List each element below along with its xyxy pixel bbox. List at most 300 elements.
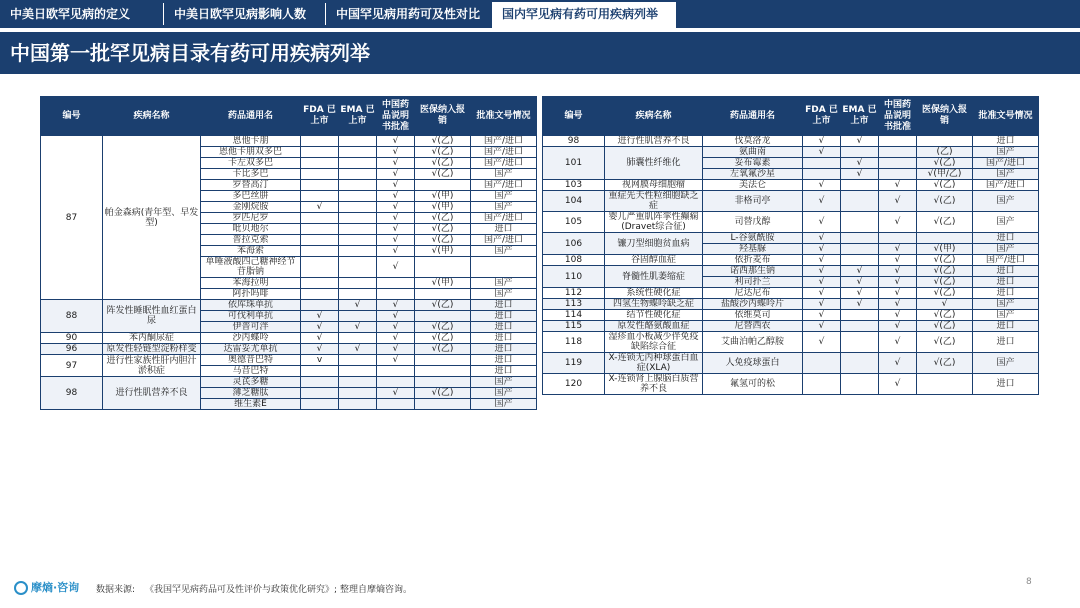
approval-type-cell: 进口 xyxy=(973,321,1039,332)
fda-cell xyxy=(301,169,339,180)
china-approval-cell xyxy=(879,169,917,180)
china-approval-cell: √ xyxy=(377,147,415,158)
insurance-cell: √(乙) xyxy=(415,136,471,147)
insurance-cell xyxy=(917,233,973,244)
disease-group xyxy=(543,353,1039,374)
ema-cell xyxy=(339,311,377,322)
disease-group xyxy=(41,355,537,377)
approval-type-cell: 进口 xyxy=(973,266,1039,277)
insurance-cell: √(甲) xyxy=(415,278,471,289)
fda-cell xyxy=(301,399,339,410)
approval-type-cell: 进口 xyxy=(471,333,537,344)
approval-type-cell: 进口 xyxy=(973,332,1039,353)
disease-number-cell: 105 xyxy=(543,212,605,233)
insurance-cell: √(乙) xyxy=(415,147,471,158)
china-approval-cell: √ xyxy=(377,191,415,202)
approval-type-cell: 进口 xyxy=(973,233,1039,244)
ema-cell: √ xyxy=(841,299,879,310)
ema-cell: √ xyxy=(339,322,377,333)
drug-name-cell: 伐莫洛龙 xyxy=(703,136,803,147)
table-row xyxy=(41,355,537,366)
disease-name-cell: 视网膜母细胞瘤 xyxy=(605,180,703,191)
drug-name-cell: 司替戊醇 xyxy=(703,212,803,233)
disease-name-cell: 进行性肌营养不良 xyxy=(605,136,703,147)
china-approval-cell: √ xyxy=(377,213,415,224)
disease-name-cell: 原发性轻链型淀粉样变 xyxy=(103,344,201,355)
page-title: 中国第一批罕见病目录有药可用疾病列举 xyxy=(10,41,370,65)
drug-name-cell: 可伐利单抗 xyxy=(201,311,301,322)
drug-name-cell: 薄芝糖肽 xyxy=(201,388,301,399)
insurance-cell: √ xyxy=(917,299,973,310)
header-approval-type: 批准文号情况 xyxy=(471,97,537,136)
ema-cell xyxy=(841,233,879,244)
fda-cell: √ xyxy=(803,244,841,255)
drug-name-cell: 卡左双多巴 xyxy=(201,158,301,169)
drug-name-cell: 多巴丝肼 xyxy=(201,191,301,202)
insurance-cell: √(乙) xyxy=(415,158,471,169)
tab-affected-population[interactable]: 中美日欧罕见病影响人数 xyxy=(174,7,307,21)
china-approval-cell: √ xyxy=(879,310,917,321)
ema-cell xyxy=(339,235,377,246)
drug-name-cell: 盐酸沙丙蝶呤片 xyxy=(703,299,803,310)
ema-cell xyxy=(339,377,377,388)
ema-cell xyxy=(339,399,377,410)
insurance-cell xyxy=(415,355,471,366)
disease-number-cell: 108 xyxy=(543,255,605,266)
fda-cell: √ xyxy=(803,180,841,191)
china-approval-cell xyxy=(879,158,917,169)
approval-type-cell: 国产/进口 xyxy=(973,180,1039,191)
fda-cell xyxy=(301,377,339,388)
insurance-cell xyxy=(415,311,471,322)
approval-type-cell: 国产 xyxy=(973,310,1039,321)
insurance-cell xyxy=(415,257,471,278)
table-row xyxy=(543,191,1039,212)
header-drug: 药品通用名 xyxy=(703,97,803,136)
ema-cell xyxy=(339,333,377,344)
insurance-cell xyxy=(415,377,471,388)
insurance-cell: √(乙) xyxy=(415,213,471,224)
disease-group xyxy=(543,191,1039,212)
header-row xyxy=(543,97,1039,136)
drug-name-cell: 奥德昔巴特 xyxy=(201,355,301,366)
insurance-cell: √(乙) xyxy=(415,322,471,333)
china-approval-cell: √ xyxy=(377,300,415,311)
ema-cell xyxy=(841,353,879,374)
ema-cell xyxy=(339,191,377,202)
drug-name-cell: 达雷妥尤单抗 xyxy=(201,344,301,355)
disease-name-cell: X-连锁肾上腺脑白质营养不良 xyxy=(605,374,703,395)
china-approval-cell: √ xyxy=(879,374,917,395)
fda-cell xyxy=(803,158,841,169)
fda-cell: √ xyxy=(301,333,339,344)
china-approval-cell: √ xyxy=(879,353,917,374)
table-row xyxy=(41,300,537,311)
disease-group xyxy=(543,310,1039,321)
approval-type-cell: 国产 xyxy=(471,399,537,410)
approval-type-cell: 进口 xyxy=(471,224,537,235)
insurance-cell: √(乙) xyxy=(917,158,973,169)
brand-logo xyxy=(14,580,79,596)
fda-cell: √ xyxy=(803,255,841,266)
header-insurance: 医保纳入报销 xyxy=(917,97,973,136)
insurance-cell xyxy=(415,289,471,300)
china-approval-cell: √ xyxy=(879,191,917,212)
header-approval-type: 批准文号情况 xyxy=(973,97,1039,136)
fda-cell: √ xyxy=(301,344,339,355)
approval-type-cell: 国产 xyxy=(973,147,1039,158)
right-drug-table xyxy=(542,96,1039,395)
approval-type-cell: 进口 xyxy=(471,344,537,355)
approval-type-cell: 国产 xyxy=(471,377,537,388)
header-ema: EMA 已上市 xyxy=(339,97,377,136)
ema-cell xyxy=(339,246,377,257)
drug-name-cell: 艾曲泊帕乙醇胺 xyxy=(703,332,803,353)
insurance-cell xyxy=(415,399,471,410)
table-row xyxy=(543,266,1039,277)
data-source-text: 《我国罕见病药品可及性评价与政策优化研究》; 整理自摩熵咨询。 xyxy=(145,585,412,595)
approval-type-cell: 国产/进口 xyxy=(471,235,537,246)
china-approval-cell: √ xyxy=(377,202,415,213)
approval-type-cell: 进口 xyxy=(973,374,1039,395)
fda-cell: √ xyxy=(803,191,841,212)
fda-cell xyxy=(301,246,339,257)
drug-name-cell: 恩他卡朋 xyxy=(201,136,301,147)
china-approval-cell xyxy=(879,136,917,147)
china-approval-cell: √ xyxy=(377,158,415,169)
header-drug: 药品通用名 xyxy=(201,97,301,136)
drug-name-cell: 吡贝地尔 xyxy=(201,224,301,235)
drug-name-cell: 诺西那生钠 xyxy=(703,266,803,277)
disease-group xyxy=(41,300,537,333)
ema-cell xyxy=(339,355,377,366)
header-fda: FDA 已上市 xyxy=(803,97,841,136)
drug-name-cell: 罗替高汀 xyxy=(201,180,301,191)
ema-cell xyxy=(841,332,879,353)
disease-name-cell: 系统性硬化症 xyxy=(605,288,703,299)
disease-name-cell: 结节性硬化症 xyxy=(605,310,703,321)
drug-name-cell: 灵芪多糖 xyxy=(201,377,301,388)
fda-cell: √ xyxy=(803,266,841,277)
china-approval-cell xyxy=(377,399,415,410)
disease-name-cell: 镰刀型细胞贫血病 xyxy=(605,233,703,255)
china-approval-cell xyxy=(377,278,415,289)
approval-type-cell: 国产 xyxy=(471,278,537,289)
disease-group xyxy=(543,147,1039,180)
data-source xyxy=(96,582,412,595)
insurance-cell: √(乙) xyxy=(415,235,471,246)
disease-name-cell: 脊髓性肌萎缩症 xyxy=(605,266,703,288)
china-approval-cell xyxy=(879,147,917,158)
china-approval-cell: √ xyxy=(879,332,917,353)
approval-type-cell: 国产 xyxy=(973,299,1039,310)
disease-number-cell: 87 xyxy=(41,136,103,300)
drug-name-cell: 氨曲南 xyxy=(703,147,803,158)
approval-type-cell: 进口 xyxy=(471,355,537,366)
fda-cell xyxy=(301,257,339,278)
fda-cell: √ xyxy=(803,310,841,321)
china-approval-cell: √ xyxy=(377,355,415,366)
drug-name-cell: 金刚烷胺 xyxy=(201,202,301,213)
table-row xyxy=(543,288,1039,299)
ema-cell xyxy=(339,158,377,169)
approval-type-cell: 进口 xyxy=(973,277,1039,288)
disease-number-cell: 90 xyxy=(41,333,103,344)
header-disease: 疾病名称 xyxy=(605,97,703,136)
china-approval-cell: √ xyxy=(879,266,917,277)
table-row xyxy=(543,299,1039,310)
drug-name-cell: 苯海索 xyxy=(201,246,301,257)
table-row xyxy=(41,136,537,147)
disease-group xyxy=(543,288,1039,299)
fda-cell: √ xyxy=(803,299,841,310)
fda-cell xyxy=(301,136,339,147)
china-approval-cell: √ xyxy=(377,257,415,278)
insurance-cell: √(乙) xyxy=(917,321,973,332)
insurance-cell: √(甲) xyxy=(917,244,973,255)
fda-cell xyxy=(301,278,339,289)
china-approval-cell: √ xyxy=(377,180,415,191)
table-row xyxy=(543,374,1039,395)
right-table-container xyxy=(542,96,1039,395)
title-bar xyxy=(0,32,1080,74)
insurance-cell: √(乙) xyxy=(415,344,471,355)
ema-cell xyxy=(841,374,879,395)
approval-type-cell: 国产 xyxy=(471,388,537,399)
drug-name-cell: 左氧氟沙星 xyxy=(703,169,803,180)
insurance-cell: √(乙) xyxy=(917,266,973,277)
fda-cell xyxy=(301,147,339,158)
ema-cell: √ xyxy=(841,169,879,180)
left-table-container xyxy=(40,96,537,410)
disease-name-cell: 苯丙酮尿症 xyxy=(103,333,201,344)
disease-name-cell: 肺囊性纤维化 xyxy=(605,147,703,180)
fda-cell xyxy=(803,374,841,395)
ema-cell xyxy=(339,257,377,278)
insurance-cell: √(甲) xyxy=(415,202,471,213)
header-china-approval: 中国药品说明书批准 xyxy=(879,97,917,136)
approval-type-cell: 国产/进口 xyxy=(973,158,1039,169)
fda-cell xyxy=(803,353,841,374)
drug-name-cell: 罗匹尼罗 xyxy=(201,213,301,224)
disease-name-cell: 原发性酪氨酸血症 xyxy=(605,321,703,332)
insurance-cell: √(乙) xyxy=(415,388,471,399)
drug-name-cell: 妥布霉素 xyxy=(703,158,803,169)
drug-name-cell: 苯海拉明 xyxy=(201,278,301,289)
disease-name-cell: X-连锁无丙种球蛋白血症(XLA) xyxy=(605,353,703,374)
approval-type-cell: 国产/进口 xyxy=(471,158,537,169)
disease-group xyxy=(41,333,537,344)
china-approval-cell: √ xyxy=(377,136,415,147)
ema-cell xyxy=(841,191,879,212)
approval-type-cell: 国产 xyxy=(973,353,1039,374)
fda-cell xyxy=(301,366,339,377)
brand-logo-icon xyxy=(14,581,28,595)
drug-name-cell: 美法仑 xyxy=(703,180,803,191)
fda-cell: √ xyxy=(301,311,339,322)
ema-cell xyxy=(339,388,377,399)
china-approval-cell: √ xyxy=(377,169,415,180)
ema-cell xyxy=(841,147,879,158)
china-approval-cell: √ xyxy=(879,321,917,332)
disease-number-cell: 104 xyxy=(543,191,605,212)
ema-cell: √ xyxy=(339,300,377,311)
china-approval-cell: √ xyxy=(377,235,415,246)
drug-name-cell: L-谷氨酰胺 xyxy=(703,233,803,244)
ema-cell xyxy=(841,244,879,255)
header-number: 编号 xyxy=(543,97,605,136)
insurance-cell xyxy=(917,136,973,147)
table-header xyxy=(543,97,1039,136)
china-approval-cell xyxy=(377,366,415,377)
disease-number-cell: 110 xyxy=(543,266,605,288)
ema-cell xyxy=(841,310,879,321)
table-row xyxy=(543,310,1039,321)
approval-type-cell: 国产/进口 xyxy=(973,255,1039,266)
china-approval-cell: √ xyxy=(377,224,415,235)
fda-cell xyxy=(301,158,339,169)
drug-name-cell: 人免疫球蛋白 xyxy=(703,353,803,374)
insurance-cell: √(甲) xyxy=(415,246,471,257)
drug-name-cell: 单唾液酸四己糖神经节苷脂钠 xyxy=(201,257,301,278)
insurance-cell: √(乙) xyxy=(415,333,471,344)
china-approval-cell: √ xyxy=(377,333,415,344)
china-approval-cell: √ xyxy=(879,255,917,266)
disease-group xyxy=(41,377,537,410)
disease-name-cell: 阵发性睡眠性血红蛋白尿 xyxy=(103,300,201,333)
disease-group xyxy=(543,266,1039,288)
drug-name-cell: 恩他卡朋双多巴 xyxy=(201,147,301,158)
insurance-cell: √(乙) xyxy=(917,332,973,353)
table-row xyxy=(41,333,537,344)
disease-name-cell: 帕金森病(青年型、早发型) xyxy=(103,136,201,300)
insurance-cell: √(乙) xyxy=(917,353,973,374)
header-insurance: 医保纳入报销 xyxy=(415,97,471,136)
table-header xyxy=(41,97,537,136)
disease-number-cell: 88 xyxy=(41,300,103,333)
approval-type-cell: 进口 xyxy=(973,288,1039,299)
drug-name-cell: 马昔巴特 xyxy=(201,366,301,377)
fda-cell: √ xyxy=(803,136,841,147)
fda-cell: v xyxy=(301,355,339,366)
disease-number-cell: 112 xyxy=(543,288,605,299)
disease-name-cell: 湿疹血小板减少伴免疫缺陷综合征 xyxy=(605,332,703,353)
ema-cell xyxy=(339,366,377,377)
approval-type-cell xyxy=(471,257,537,278)
fda-cell: √ xyxy=(803,233,841,244)
ema-cell xyxy=(841,321,879,332)
ema-cell xyxy=(841,212,879,233)
insurance-cell: √(乙) xyxy=(917,212,973,233)
fda-cell xyxy=(301,300,339,311)
table-row xyxy=(543,212,1039,233)
disease-name-cell: 进行性家族性肝内胆汁淤积症 xyxy=(103,355,201,377)
disease-number-cell: 118 xyxy=(543,332,605,353)
disease-number-cell: 119 xyxy=(543,353,605,374)
ema-cell xyxy=(339,136,377,147)
disease-number-cell: 106 xyxy=(543,233,605,255)
approval-type-cell: 进口 xyxy=(471,311,537,322)
disease-name-cell: 谷固醇血症 xyxy=(605,255,703,266)
insurance-cell: √(乙) xyxy=(917,288,973,299)
approval-type-cell: 国产/进口 xyxy=(471,213,537,224)
approval-type-cell: 国产/进口 xyxy=(471,136,537,147)
fda-cell xyxy=(301,235,339,246)
approval-type-cell: 国产 xyxy=(973,169,1039,180)
ema-cell xyxy=(339,169,377,180)
fda-cell xyxy=(803,169,841,180)
china-approval-cell xyxy=(879,233,917,244)
disease-group xyxy=(543,374,1039,395)
drug-name-cell: 依维莫司 xyxy=(703,310,803,321)
approval-type-cell: 国产/进口 xyxy=(471,180,537,191)
china-approval-cell: √ xyxy=(377,388,415,399)
header-disease: 疾病名称 xyxy=(103,97,201,136)
approval-type-cell: 国产 xyxy=(471,169,537,180)
tab-drug-accessibility[interactable]: 中国罕见病用药可及性对比 xyxy=(336,7,481,21)
drug-name-cell: 卡比多巴 xyxy=(201,169,301,180)
disease-group xyxy=(543,136,1039,147)
disease-name-cell: 婴儿严重肌阵挛性癫痫(Dravet综合征) xyxy=(605,212,703,233)
drug-name-cell: 氟氢可的松 xyxy=(703,374,803,395)
drug-name-cell: 伊普可泮 xyxy=(201,322,301,333)
ema-cell: √ xyxy=(841,136,879,147)
drug-name-cell: 尼达尼布 xyxy=(703,288,803,299)
tab-domestic-disease-list[interactable]: 国内罕见病有药可用疾病列举 xyxy=(492,0,676,28)
table-row xyxy=(41,377,537,388)
fda-cell: √ xyxy=(803,332,841,353)
insurance-cell: (乙) xyxy=(917,147,973,158)
china-approval-cell: √ xyxy=(879,180,917,191)
disease-name-cell: 四氢生物蝶呤缺乏症 xyxy=(605,299,703,310)
disease-group xyxy=(543,255,1039,266)
table-row xyxy=(543,136,1039,147)
fda-cell: √ xyxy=(803,277,841,288)
disease-group xyxy=(543,212,1039,233)
fda-cell xyxy=(301,213,339,224)
china-approval-cell: √ xyxy=(377,246,415,257)
china-approval-cell: √ xyxy=(377,322,415,333)
insurance-cell xyxy=(415,180,471,191)
disease-number-cell: 98 xyxy=(543,136,605,147)
ema-cell xyxy=(841,255,879,266)
header-fda: FDA 已上市 xyxy=(301,97,339,136)
header-number: 编号 xyxy=(41,97,103,136)
insurance-cell: √(乙) xyxy=(917,180,973,191)
fda-cell: √ xyxy=(803,147,841,158)
china-approval-cell xyxy=(377,289,415,300)
ema-cell: √ xyxy=(841,288,879,299)
disease-name-cell: 进行性肌营养不良 xyxy=(103,377,201,410)
china-approval-cell: √ xyxy=(879,277,917,288)
disease-number-cell: 97 xyxy=(41,355,103,377)
drug-name-cell: 沙丙蝶呤 xyxy=(201,333,301,344)
disease-number-cell: 101 xyxy=(543,147,605,180)
approval-type-cell: 进口 xyxy=(471,300,537,311)
table-row xyxy=(543,180,1039,191)
disease-number-cell: 114 xyxy=(543,310,605,321)
drug-name-cell: 非格司亭 xyxy=(703,191,803,212)
tab-rare-disease-definition[interactable]: 中美日欧罕见病的定义 xyxy=(10,7,131,21)
fda-cell xyxy=(301,191,339,202)
table-row xyxy=(543,353,1039,374)
disease-group xyxy=(41,136,537,300)
drug-name-cell: 依折麦布 xyxy=(703,255,803,266)
insurance-cell xyxy=(415,366,471,377)
ema-cell: √ xyxy=(841,158,879,169)
insurance-cell xyxy=(917,374,973,395)
fda-cell: √ xyxy=(301,202,339,213)
